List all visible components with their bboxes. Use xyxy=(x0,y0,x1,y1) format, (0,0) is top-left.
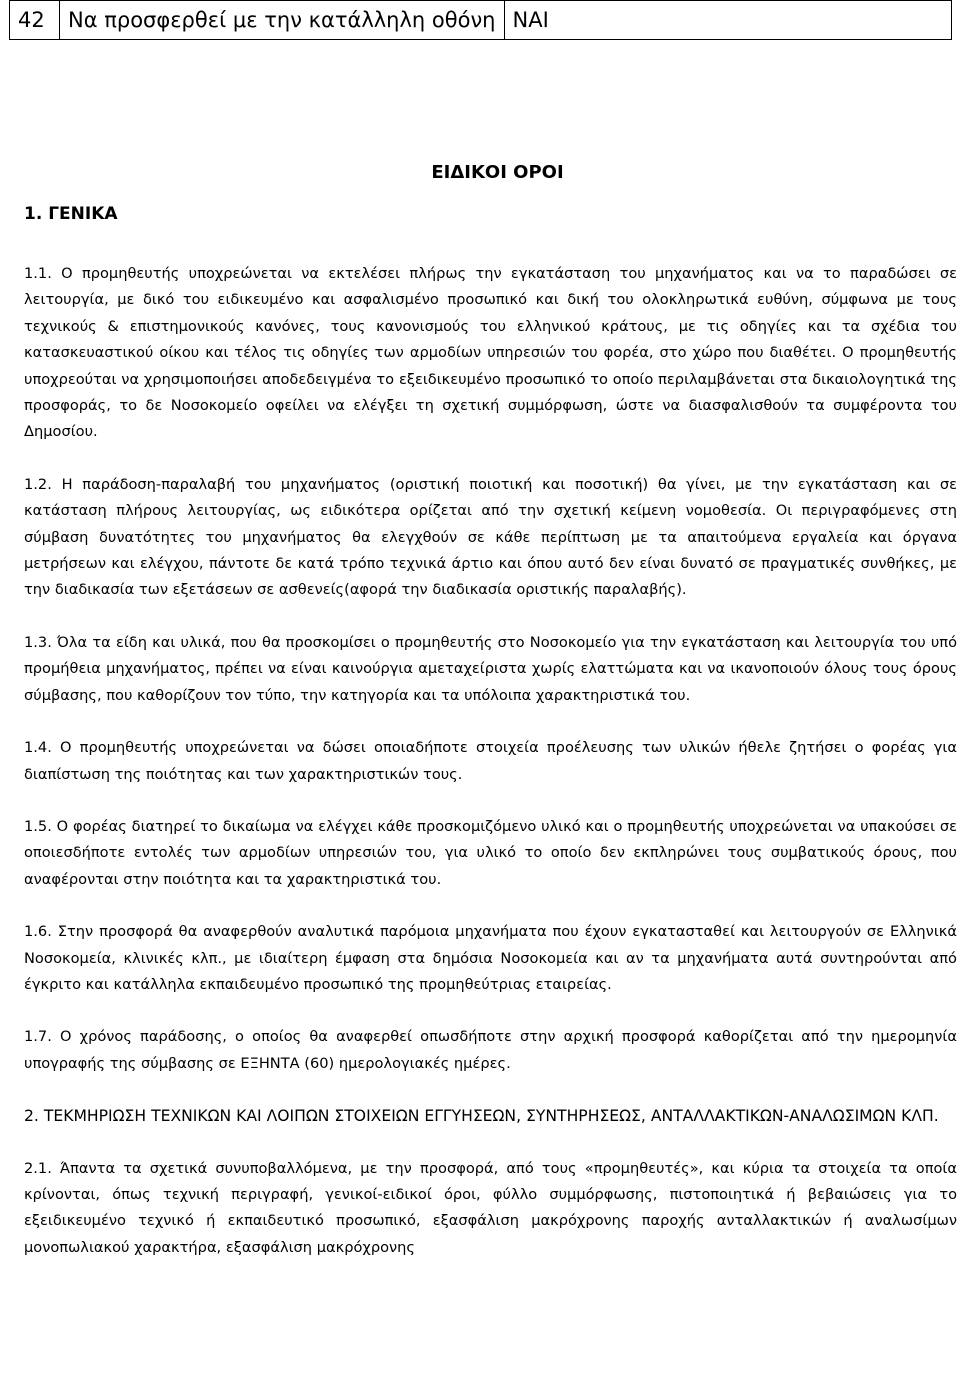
row-number: 42 xyxy=(10,1,60,40)
paragraph-1-1: 1.1. Ο προμηθευτής υποχρεώνεται να εκτελέσει πλήρως την εγκατάσταση του μηχανήματος και να το παραδώσει σε λειτουργία, με δικό του ειδικευμένο και ασφαλισμένο προσωπικό και δική του ολοκληρωτικά ευθύνη, σύμφωνα με τους τεχνικούς & επιστημονικούς κανόνες, τους κανονισμούς του ελληνικού κράτους, με τις οδηγίες και τα σχέδια του κατασκευαστικού οίκου και τέλος τις οδηγίες των αρμοδίων υπηρεσιών του φορέα, στο χώρο που διαθέτει. Ο προμηθευτής υποχρεούται να χρησιμοποιήσει αποδεδειγμένα το εξειδικευμένο προσωπικό το οποίο περιλαμβάνεται στα δικαιολογητικά της προσφοράς, το δε Νοσοκομείο οφείλει να ελέγξει τη σχετική συμμόρφωση, ώστε να διασφαλισθούν τα συμφέροντα του Δημοσίου. xyxy=(24,265,957,441)
paragraph-1-3: 1.3. Όλα τα είδη και υλικά, που θα προσκομίσει ο προμηθευτής στο Νοσοκομείο για την εγκατάσταση και λειτουργία του υπό προμήθεια μηχανήματος, πρέπει να είναι καινούργια αμεταχείριστα χωρίς ελαττώματα και να ικανοποιούν όλους τους όρους σύμβασης, που καθορίζουν τον τύπο, την κατηγορία και τα υπόλοιπα χαρακτηριστικά του. xyxy=(24,633,957,704)
section-2-heading: 2. ΤΕΚΜΗΡΙΩΣΗ ΤΕΧΝΙΚΩΝ ΚΑΙ ΛΟΙΠΩΝ ΣΤΟΙΧΕΙΩΝ ΕΓΓΥΗΣΕΩΝ, ΣΥΝΤΗΡΗΣΕΩΣ, ΑΝΤΑΛΛΑΚΤΙΚΩΝ-ΑΝΑΛΩΣΙΜΩΝ ΚΛΠ. xyxy=(24,1107,939,1126)
paragraph-1-6: 1.6. Στην προσφορά θα αναφερθούν αναλυτικά παρόμοια μηχανήματα που έχουν εγκατασταθεί και λειτουργούν σε Ελληνικά Νοσοκομεία, κλινικές κλπ., με ιδιαίτερη έμφαση στα δημόσια Νοσοκομεία και αν τα μηχανήματα αυτά συντηρούνται από έγκριτο και κατάλληλα εκπαιδευμένο προσωπικό της προμηθεύτριας εταιρείας. xyxy=(24,923,957,993)
section-1-heading: 1. ΓΕΝΙΚΑ xyxy=(24,204,118,224)
paragraph-2-1: 2.1. Άπαντα τα σχετικά συνυποβαλλόμενα, με την προσφορά, από τους «προμηθευτές», και κύρια τα στοιχεία τα οποία κρίνονται, όπως τεχνική περιγραφή, γενικοί-ειδικοί όροι, φύλλο συμμόρφωσης, πιστοποιητικά ή βεβαιώσεις για το εξειδικευμένο τεχνικό ή εκπαιδευτικό προσωπικό, εξασφάλιση μακρόχρονης παροχής ανταλλακτικών ή αναλωσίμων μονοπωλιακού χαρακτήρα, εξασφάλιση μακρόχρονης xyxy=(24,1159,957,1256)
row-answer: ΝΑΙ xyxy=(504,1,952,40)
paragraph-1-7: 1.7. Ο χρόνος παράδοσης, ο οποίος θα αναφερθεί οπωσδήποτε στην αρχική προσφορά καθορίζεται από την ημερομηνία υπογραφής της σύμβασης σε ΕΞΗΝΤΑ (60) ημερολογιακές ημέρες. xyxy=(24,1028,957,1072)
row-item: Να προσφερθεί με την κατάλληλη οθόνη xyxy=(60,1,505,40)
paragraph-1-5: 1.5. Ο φορέας διατηρεί το δικαίωμα να ελέγχει κάθε προσκομιζόμενο υλικό και ο προμηθευτής υποχρεώνεται να υπακούσει σε οποιεσδήποτε εντολές των αρμοδίων υπηρεσιών του, για υλικό το οποίο δεν εκπληρώνει τους συμβατικούς όρους, που αναφέρονται στην ποιότητα και τα χαρακτηριστικά του. xyxy=(24,817,957,888)
spec-table-last-row xyxy=(9,0,952,40)
paragraph-1-4: 1.4. Ο προμηθευτής υποχρεώνεται να δώσει οποιαδήποτε στοιχεία προέλευσης των υλικών ήθελε ζητήσει ο φορέας για διαπίστωση της ποιότητας και των χαρακτηριστικών τους. xyxy=(24,739,957,783)
document-body xyxy=(24,44,957,1261)
paragraph-1-2: 1.2. Η παράδοση-παραλαβή του μηχανήματος (οριστική ποιοτική και ποσοτική) θα γίνει, με την εγκατάσταση και σε κατάσταση πλήρους λειτουργίας, ως ειδικότερα ορίζεται από την σχετική κείμενη νομοθεσία. Οι περιγραφόμενες στη σύμβαση δυνατότητες του μηχανήματος θα ελεγχθούν σε κάθε περίπτωση με τα απαιτούμενα εργαλεία και όργανα μετρήσεων και ελέγχου, πάντοτε δε κατά τρόπο τεχνικά άρτιο και όπου αυτό δεν είναι δυνατό σε πραγματικές συνθήκες, με την διαδικασία των εξετάσεων σε ασθενείς(αφορά την διαδικασία οριστικής παραλαβής). xyxy=(24,475,957,599)
page-title: ΕΙΔΙΚΟΙ ΟΡΟΙ xyxy=(431,162,564,183)
